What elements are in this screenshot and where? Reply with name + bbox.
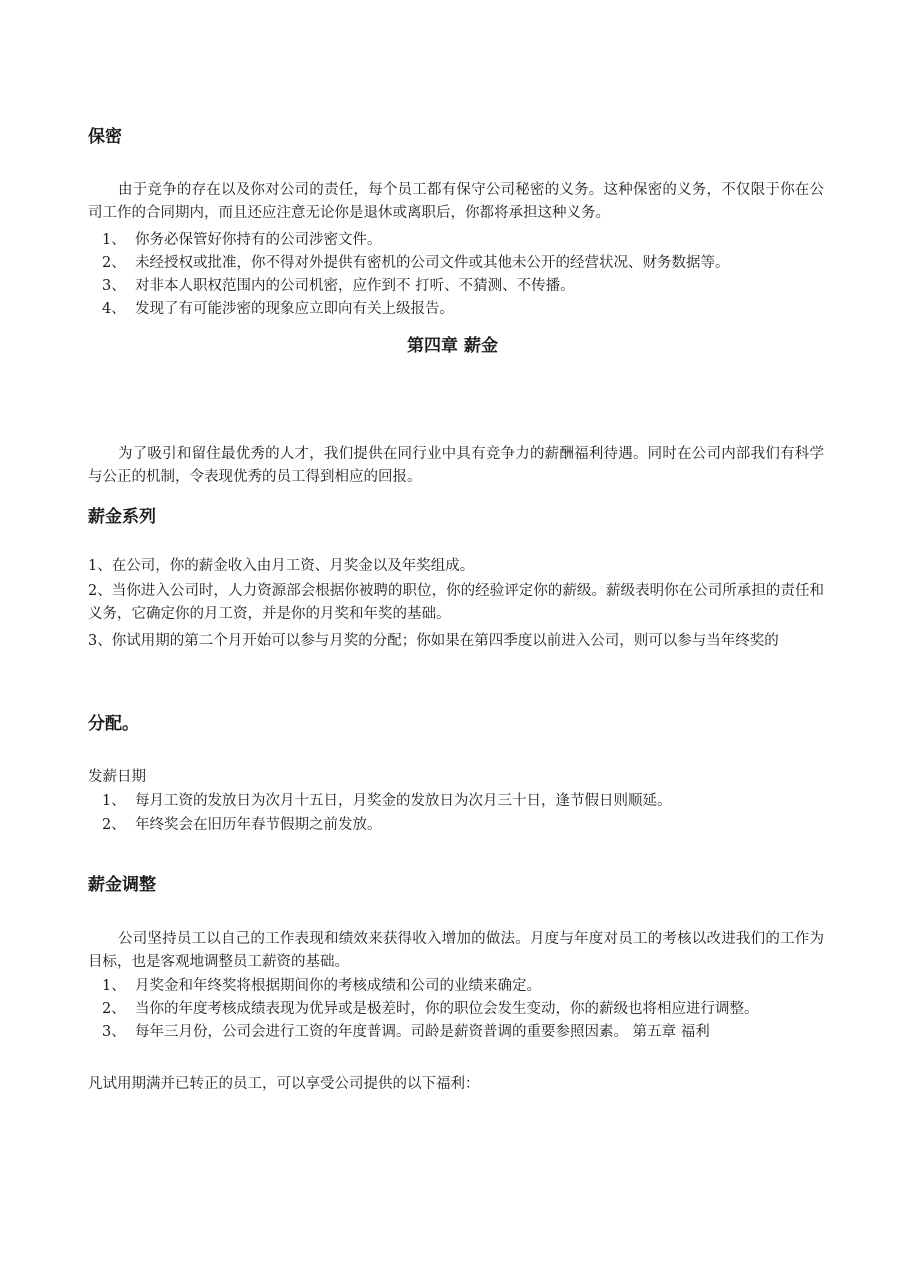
list-item (88, 229, 824, 252)
list-item: 1、在公司，你的薪金收入由月工资、月奖金以及年奖组成。 (88, 558, 475, 574)
list-item-text: 对非本人职权范围内的公司机密，应作到不 打听、不猜测、不传播。 (135, 278, 575, 294)
list-item-number: 3、 (102, 278, 126, 294)
list-item-text: 月奖金和年终奖将根据期间你的考核成绩和公司的业绩来确定。 (135, 978, 541, 994)
chapter-title: 第四章 薪金 (407, 336, 498, 356)
list-item: 2、当你进入公司时，人力资源部会根据你被聘的职位，你的经验评定你的薪级。薪级表明你在公司所承担的责任和义务，它确定你的月工资，并是你的月奖和年奖的基础。 (88, 583, 824, 622)
list-item-text: 发现了有可能涉密的现象应立即向有关上级报告。 (135, 301, 454, 317)
list-item-text: 每月工资的发放日为次月十五日，月奖金的发放日为次月三十日，逢节假日则顺延。 (135, 793, 672, 809)
list-item (88, 1021, 824, 1044)
salary-adjust-intro: 公司坚持员工以自己的工作表现和绩效来获得收入增加的做法。月度与年度对员工的考核以改进我们的工作为目标，也是客观地调整员工薪资的基础。 (88, 931, 824, 970)
chapter-intro: 为了吸引和留住最优秀的人才，我们提供在同行业中具有竞争力的薪酬福利待遇。同时在公司内部我们有科学与公正的机制，令表现优秀的员工得到相应的回报。 (88, 446, 824, 485)
list-item-number: 4、 (102, 301, 126, 317)
list-item-number: 2、 (102, 817, 126, 833)
list-item-number: 3、 (102, 1024, 126, 1040)
list-item-text: 未经授权或批准，你不得对外提供有密机的公司文件或其他未公开的经营状况、财务数据等。 (135, 255, 730, 271)
list-item (88, 790, 824, 813)
list-item (88, 252, 824, 275)
pay-date-label: 发薪日期 (88, 769, 146, 785)
section-heading-salary-adjust: 薪金调整 (88, 875, 156, 895)
benefits-text: 凡试用期满并已转正的员工，可以享受公司提供的以下福利： (88, 1076, 480, 1092)
list-item-text: 每年三月份，公司会进行工资的年度普调。司龄是薪资普调的重要参照因素。 第五章 福利 (135, 1024, 710, 1040)
confidentiality-intro: 由于竞争的存在以及你对公司的责任，每个员工都有保守公司秘密的义务。这种保密的义务，不仅限于你在公司工作的合同期内，而且还应注意无论你是退休或离职后，你都将承担这种义务。 (88, 182, 824, 221)
section-heading-confidentiality: 保密 (88, 127, 122, 147)
list-item-number: 2、 (102, 255, 126, 271)
list-item (88, 998, 824, 1021)
list-item-text: 你务必保管好你持有的公司涉密文件。 (135, 232, 382, 248)
list-item-number: 1、 (102, 978, 126, 994)
list-item-number: 2、 (102, 1001, 126, 1017)
list-item-text: 当你的年度考核成绩表现为优异或是极差时，你的职位会发生变动，你的薪级也将相应进行调整。 (135, 1001, 759, 1017)
list-item (88, 298, 824, 321)
list-item-text: 年终奖会在旧历年春节假期之前发放。 (135, 817, 382, 833)
list-item-number: 1、 (102, 793, 126, 809)
list-item (88, 975, 824, 998)
list-item: 3、你试用期的第二个月开始可以参与月奖的分配；你如果在第四季度以前进入公司，则可以参与当年终奖的 (88, 633, 779, 649)
list-item (88, 275, 824, 298)
section-heading-distribution: 分配。 (88, 714, 139, 734)
list-item (88, 814, 824, 837)
section-heading-salary-system: 薪金系列 (88, 507, 156, 527)
list-item-number: 1、 (102, 232, 126, 248)
